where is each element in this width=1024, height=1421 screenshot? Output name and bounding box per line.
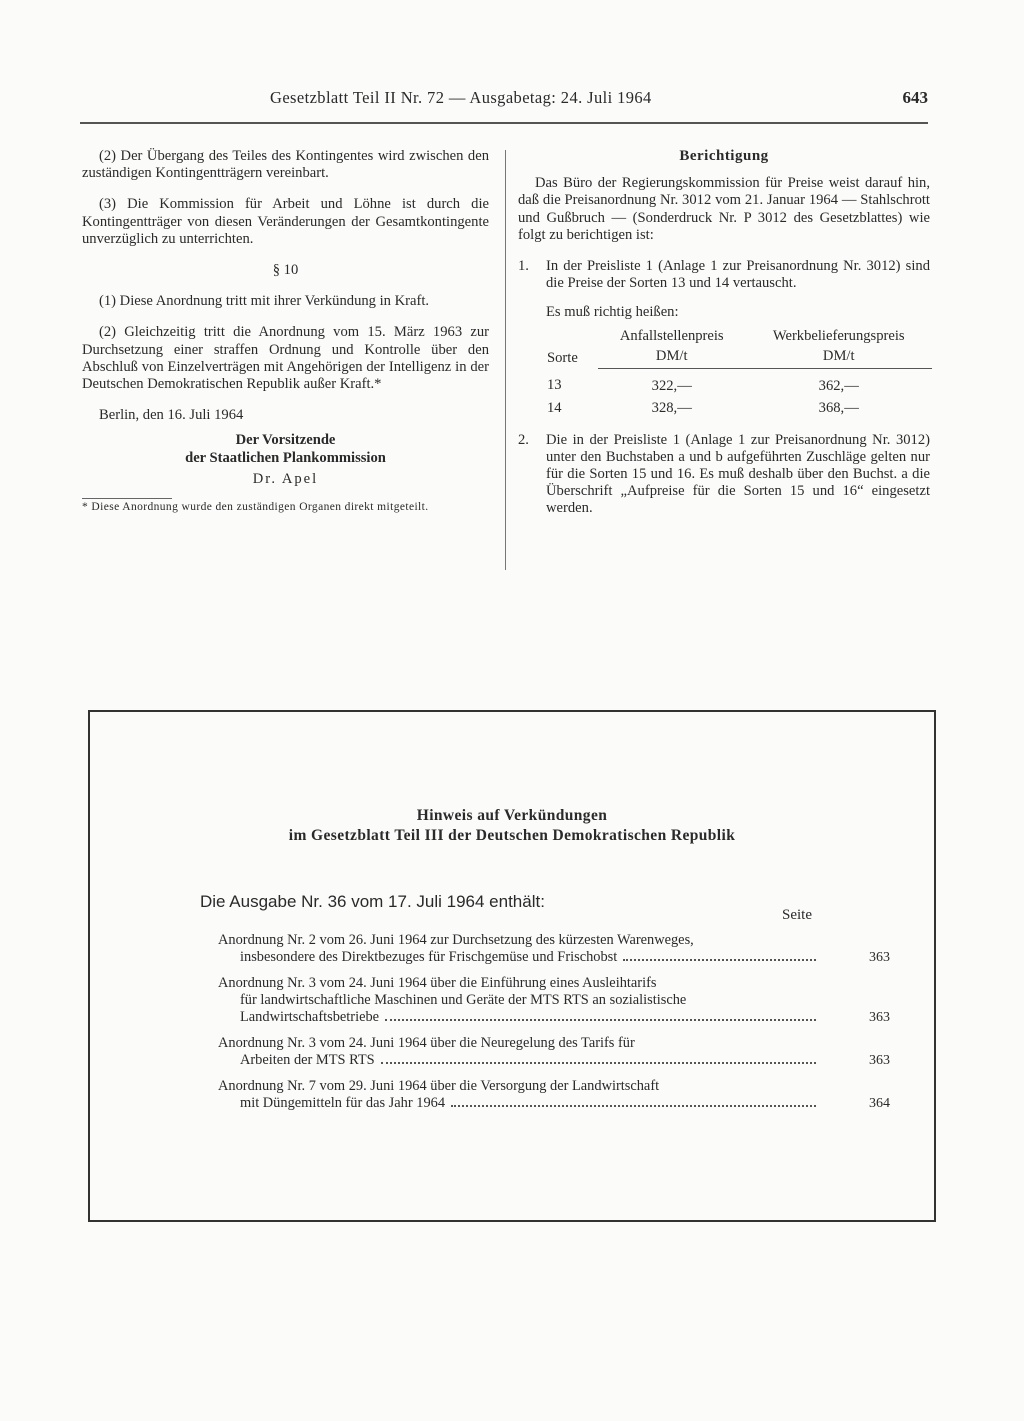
entry-page: 363 — [869, 950, 890, 965]
cell-sorte: 14 — [547, 399, 562, 416]
entry-text-line: Anordnung Nr. 3 vom 24. Juni 1964 über die Einführung eines Ausleihtarifs — [218, 975, 657, 991]
column-header-anfall: Anfallstellenpreis — [619, 327, 724, 344]
page-column-label: Seite — [782, 907, 812, 923]
signatory-title-1: Der Vorsitzende — [235, 432, 336, 449]
page-header — [80, 88, 928, 112]
running-head: Gesetzblatt Teil II Nr. 72 — Ausgabetag: 24. Juli 1964 — [270, 88, 652, 107]
entry-last-line — [218, 1009, 820, 1026]
correction-item-1 — [518, 258, 930, 292]
list-item — [218, 932, 890, 966]
paragraph-effective: (1) Diese Anordnung tritt mit ihrer Verkündung in Kraft. — [99, 293, 430, 310]
cell-anfall: 322,— — [651, 377, 692, 394]
leader-dots — [623, 959, 816, 961]
cell-werk: 362,— — [818, 377, 859, 394]
entry-text-end: mit Düngemitteln für das Jahr 1964 — [240, 1095, 446, 1111]
signatory-title-2: der Staatlichen Plankommission — [185, 449, 386, 466]
paragraph-repeal: (2) Gleichzeitig tritt die Anordnung vom 15. März 1963 zur Durchsetzung einer straffen Ordnung und Kontrolle über den Abschluß von Einzelverträgen mit Angehörigen der Intelligenz in der Deutschen Demokratischen Republik außer Kraft.* — [82, 324, 489, 393]
correction-item-2 — [518, 432, 930, 518]
entry-page: 363 — [869, 1053, 890, 1068]
list-item — [218, 1035, 890, 1069]
correction-heading: Berichtigung — [679, 148, 769, 164]
entry-last-line — [218, 1095, 820, 1112]
entry-text-line: Anordnung Nr. 3 vom 24. Juni 1964 über die Neuregelung des Tarifs für — [218, 1035, 635, 1051]
list-item — [218, 1078, 890, 1112]
column-divider — [505, 150, 506, 570]
entry-page: 364 — [869, 1096, 890, 1111]
place-date: Berlin, den 16. Juli 1964 — [99, 407, 244, 424]
column-header-werk: Werkbelieferungspreis — [772, 327, 905, 344]
signatory-name: Dr. Apel — [252, 470, 319, 487]
column-unit-werk: DM/t — [745, 346, 932, 369]
cell-anfall: 328,— — [651, 399, 692, 416]
footnote: * Diese Anordnung wurde den zuständigen Organen direkt mitgeteilt. — [82, 501, 429, 514]
notice-box — [88, 710, 936, 1222]
section-heading: § 10 — [272, 262, 299, 279]
leader-dots — [451, 1105, 816, 1107]
item-number: 2. — [518, 431, 529, 448]
notice-title — [90, 806, 934, 846]
item-text: In der Preisliste 1 (Anlage 1 zur Preisanordnung Nr. 3012) sind die Preise der Sorten 13 und 14 vertauscht. — [546, 258, 930, 292]
column-unit-anfall: DM/t — [598, 346, 745, 369]
cell-werk: 368,— — [818, 399, 859, 416]
list-item — [218, 975, 890, 1026]
table-row — [546, 368, 932, 396]
column-header-sorte: Sorte — [547, 350, 578, 367]
notice-intro: Die Ausgabe Nr. 36 vom 17. Juli 1964 enthält: — [200, 892, 545, 911]
entry-text-end: insbesondere des Direktbezuges für Frischgemüse und Frischobst — [240, 949, 618, 965]
header-rule — [80, 122, 928, 124]
left-column — [82, 148, 489, 515]
notice-title-line-1: Hinweis auf Verkündungen — [416, 807, 608, 824]
paragraph-3: (3) Die Kommission für Arbeit und Löhne ist durch die Kontingentträger von diesen Veränderungen der Gesamtkontingente unverzüglich zu unterrichten. — [82, 196, 489, 247]
item-number: 1. — [518, 258, 529, 275]
entry-text-line: Anordnung Nr. 2 vom 26. Juni 1964 zur Durchsetzung des kürzesten Warenweges, — [218, 932, 694, 948]
entry-text-line: Anordnung Nr. 7 vom 29. Juni 1964 über die Versorgung der Landwirtschaft — [218, 1078, 660, 1094]
entry-last-line — [218, 1052, 820, 1069]
entry-text-end: Landwirtschaftsbetriebe — [240, 1009, 380, 1025]
cell-sorte: 13 — [547, 377, 562, 394]
correction-intro: Das Büro der Regierungskommission für Preise weist darauf hin, daß die Preisanordnung Nr. 3012 vom 21. Januar 1964 — Stahlschrott und Gußbruch — (Sonderdruck Nr. P 3012 des Gesetzblattes) wie folgt zu berichtigen ist: — [518, 175, 930, 243]
right-column — [518, 148, 930, 528]
leader-dots — [381, 1062, 816, 1064]
entry-text-end: Arbeiten der MTS RTS — [240, 1052, 375, 1068]
leader-dots — [385, 1019, 816, 1021]
paragraph-2: (2) Der Übergang des Teiles des Kontingentes wird zwischen den zuständigen Kontingentträgern vereinbart. — [82, 148, 489, 182]
table-row — [546, 396, 932, 418]
entry-last-line — [218, 949, 820, 966]
item-text: Die in der Preisliste 1 (Anlage 1 zur Preisanordnung Nr. 3012) unter den Buchstaben a und b aufgeführten Zuschläge gelten nur für die Sorten 15 und 16. Es muß deshalb über den Buchst. a die Überschrift „Aufpreise für die Sorten 15 und 16“ eingesetzt werden. — [546, 431, 930, 517]
notice-title-line-2: im Gesetzblatt Teil III der Deutschen Demokratischen Republik — [288, 827, 736, 844]
entry-page: 363 — [869, 1010, 890, 1025]
page-number: 643 — [902, 88, 928, 107]
footnote-rule — [82, 498, 172, 499]
notice-entries — [218, 932, 890, 1121]
price-table — [546, 326, 932, 418]
table-intro: Es muß richtig heißen: — [546, 304, 679, 321]
entry-text-line: für landwirtschaftliche Maschinen und Geräte der MTS RTS an sozialistische — [240, 992, 687, 1008]
